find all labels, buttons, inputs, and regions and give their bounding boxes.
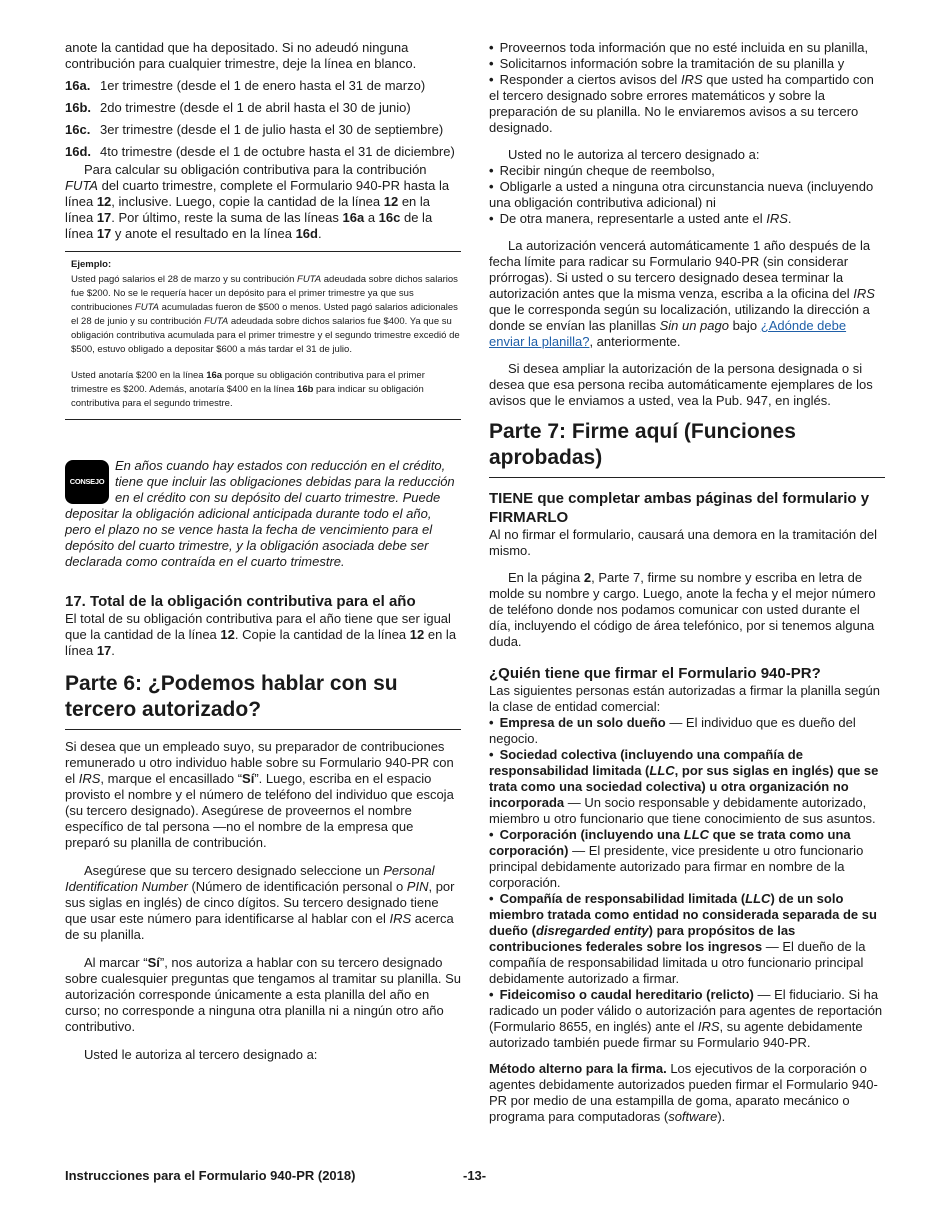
authorize-list <box>489 40 885 136</box>
right-column <box>489 40 885 1125</box>
calc-paragraph: Para calcular su obligación contributiva para la contribución FUTA del cuarto trimestre, complete el Formulario 940-PR hasta la línea 12, inclusive. Luego, copie la cantidad de la línea 12 en la línea 17. Por último, reste la suma de las líneas 16a a 16c de la línea 17 y anote el resultado en la línea 16d. <box>65 162 450 241</box>
extend-paragraph: Si desea ampliar la autorización de la persona designada o si desea que esa persona reciba automáticamente ejemplares de los avisos que le enviamos a usted, vea la Pub. 947, en inglés. <box>489 361 873 408</box>
list-item: • Fideicomiso o caudal hereditario (relicto) — El fiduciario. Si ha radicado un poder válido o autorización para agentes de reportación (Formulario 8655, en inglés) ante el IRS, su agente debidamente autorizado también puede firmar su Formulario 940-PR. <box>489 987 885 1051</box>
part-7-paragraph-2: En la página 2, Parte 7, firme su nombre y escriba en letra de molde su nombre y cargo. Luego, anote la fecha y el mejor número de teléfono donde nos podamos comunicar con usted durante el día, incluyendo el código de área telefónico, por si tenemos alguna duda. <box>489 570 876 649</box>
list-item: • Responder a ciertos avisos del IRS que usted ha compartido con el tercero designado sobre errores matemáticos y sobre la preparación de su planilla. No le enviaremos avisos a su tercero designado. <box>489 72 885 136</box>
who-signs-intro: Las siguientes personas están autorizadas a firmar la planilla según la clase de entidad comercial: <box>489 683 880 714</box>
footer-title: Instrucciones para el Formulario 940-PR (2018) <box>65 1168 356 1183</box>
list-item: • Corporación (incluyendo una LLC que se trata como una corporación) — El presidente, vice presidente u otro funcionario principal debidamente autorizado para firmar en nombre de la corporación. <box>489 827 885 891</box>
line-16c: 16c. 3er trimestre (desde el 1 de julio hasta el 30 de septiembre) <box>65 122 444 137</box>
line-17-paragraph: El total de su obligación contributiva para el año tiene que ser igual que la cantidad de la línea 12. Copie la cantidad de la línea 12 en la línea 17. <box>65 611 457 658</box>
example-box <box>65 251 461 420</box>
entity-list <box>489 715 885 1051</box>
tip-text: En años cuando hay estados con reducción en el crédito, tiene que incluir las obligaciones debidas para la reducción en el crédito con su depósito del cuarto trimestre. Puede depositar la obligación adicional anticipada durante todo el año, pero el plazo no se vence hasta la fecha de vencimiento para el depósito del cuarto trimestre, y la obligación asociada debe ser declarada como contraída en el cuarto trimestre. <box>65 458 455 569</box>
part-6-paragraph-1: Si desea que un empleado suyo, su preparador de contribuciones remunerado u otro individuo hable sobre su Formulario 940-PR con el IRS, marque el encasillado “Sí”. Luego, escriba en el espacio provisto el nombre y el número de teléfono del individuo que escoja (su tercero designado). Asegúrese de proveernos el nombre específico de tal persona —no el nombre de la empresa que preparó su planilla de contribución. <box>65 739 454 850</box>
example-heading: Ejemplo: <box>71 259 112 270</box>
where-to-file-link[interactable]: ¿Adónde debe enviar la planilla? <box>489 318 847 349</box>
part-6-paragraph-3: Al marcar “Sí”, nos autoriza a hablar con su tercero designado sobre cualesquier preguntas que tengamos al tramitar su planilla. Su autorización corresponde únicamente a esta planilla del año en curso; no corresponde a ninguna otra planilla ni a ningún otro año contributivo. <box>65 955 462 1034</box>
line-17-heading: 17. Total de la obligación contributiva para el año <box>65 593 416 610</box>
list-item: • Solicitarnos información sobre la tramitación de su planilla y <box>489 56 885 72</box>
list-item: • De otra manera, representarle a usted ante el IRS. <box>489 211 885 227</box>
line-16a: 16a. 1er trimestre (desde el 1 de enero hasta el 31 de marzo) <box>65 78 426 93</box>
no-authorize-list <box>489 163 885 227</box>
part-6-heading: Parte 6: ¿Podemos hablar con su tercero autorizado? <box>65 671 461 730</box>
list-item: • Recibir ningún cheque de reembolso, <box>489 163 885 179</box>
example-paragraph-1: Usted pagó salarios el 28 de marzo y su contribución FUTA adeudada sobre dichos salarios fue $200. No se le requería hacer un depósito para el primer trimestre ya que sus contribuciones FUTA acumuladas fueron de $500 o menos. Usted pagó salarios adicionales el 28 de junio y su contribución FUTA adeudada sobre dichos salarios fue $400. Ya que su obligación contributiva acumulada para el primer trimestre y el segundo trimestre excedió de $500, estuvo obligado a depositar $600 a más tardar el 31 de julio. <box>71 274 460 355</box>
list-item: • Compañía de responsabilidad limitada (LLC) de un solo miembro tratada como entidad no considerada separada de su dueño (disregarded entity) para propósitos de las contribuciones federales sobre los ingresos — El dueño de la compañía de responsabilidad limitada u otro funcionario principal debidamente autorizado a firmar. <box>489 891 885 987</box>
consejo-icon: CONSEJO <box>65 460 109 504</box>
sign-both-pages-heading: TIENE que completar ambas páginas del formulario y FIRMARLO <box>489 490 870 526</box>
part-6-paragraph-4: Usted le autoriza al tercero designado a: <box>84 1047 318 1062</box>
intro-paragraph: anote la cantidad que ha depositado. Si no adeudó ninguna contribución para cualquier trimestre, deje la línea en blanco. <box>65 40 417 71</box>
left-column <box>65 40 461 1063</box>
line-16b: 16b. 2do trimestre (desde el 1 de abril hasta el 30 de junio) <box>65 100 411 115</box>
part-7-paragraph-1: Al no firmar el formulario, causará una demora en la tramitación del mismo. <box>489 527 878 558</box>
part-6-paragraph-2: Asegúrese que su tercero designado seleccione un Personal Identification Number (Número de identificación personal o PIN, por sus siglas en inglés) de cinco dígitos. Su tercero designado tiene que usar este número para identificarse al hablar con el IRS acerca de su planilla. <box>65 863 455 942</box>
no-authorize-paragraph: Usted no le autoriza al tercero designado a: <box>508 147 760 162</box>
line-16d: 16d. 4to trimestre (desde el 1 de octubre hasta el 31 de diciembre) <box>65 144 455 159</box>
page-number: -13- <box>463 1168 487 1183</box>
list-item: • Empresa de un solo dueño — El individuo que es dueño del negocio. <box>489 715 885 747</box>
tip-note <box>65 458 461 570</box>
part-7-heading: Parte 7: Firme aquí (Funciones aprobadas) <box>489 419 885 478</box>
example-paragraph-2: Usted anotaría $200 en la línea 16a porque su obligación contributiva para el primer trimestre es $200. Además, anotaría $400 en la línea 16b para indicar su obligación contributiva para el segundo trimestre. <box>71 370 425 409</box>
list-item: • Obligarle a usted a ninguna otra circunstancia nueva (incluyendo una obligación contributiva adicional) ni <box>489 179 885 211</box>
expiration-paragraph: La autorización vencerá automáticamente 1 año después de la fecha límite para radicar su Formulario 940-PR (sin considerar prórrogas). Si usted o su tercero designado desea terminar la autorización antes que la misma venza, escriba a la oficina del IRS que le corresponda según su localización, utilizando la dirección a donde se envían las planillas Sin un pago bajo ¿Adónde debe enviar la planilla?, anteriormente. <box>489 238 875 349</box>
list-item: • Proveernos toda información que no esté incluida en su planilla, <box>489 40 885 56</box>
who-signs-heading: ¿Quién tiene que firmar el Formulario 940-PR? <box>489 665 821 682</box>
alternate-signature-paragraph: Método alterno para la firma. Los ejecutivos de la corporación o agentes debidamente autorizados pueden firmar el Formulario 940-PR por medio de una estampilla de goma, aparato mecánico o programa para computadoras (software). <box>489 1061 878 1124</box>
list-item: • Sociedad colectiva (incluyendo una compañía de responsabilidad limitada (LLC, por sus siglas en inglés) que se trata como una sociedad colectiva) u otra organización no incorporada — Un socio responsable y debidamente autorizado, miembro u otro funcionario que tiene conocimiento de sus asuntos. <box>489 747 885 827</box>
